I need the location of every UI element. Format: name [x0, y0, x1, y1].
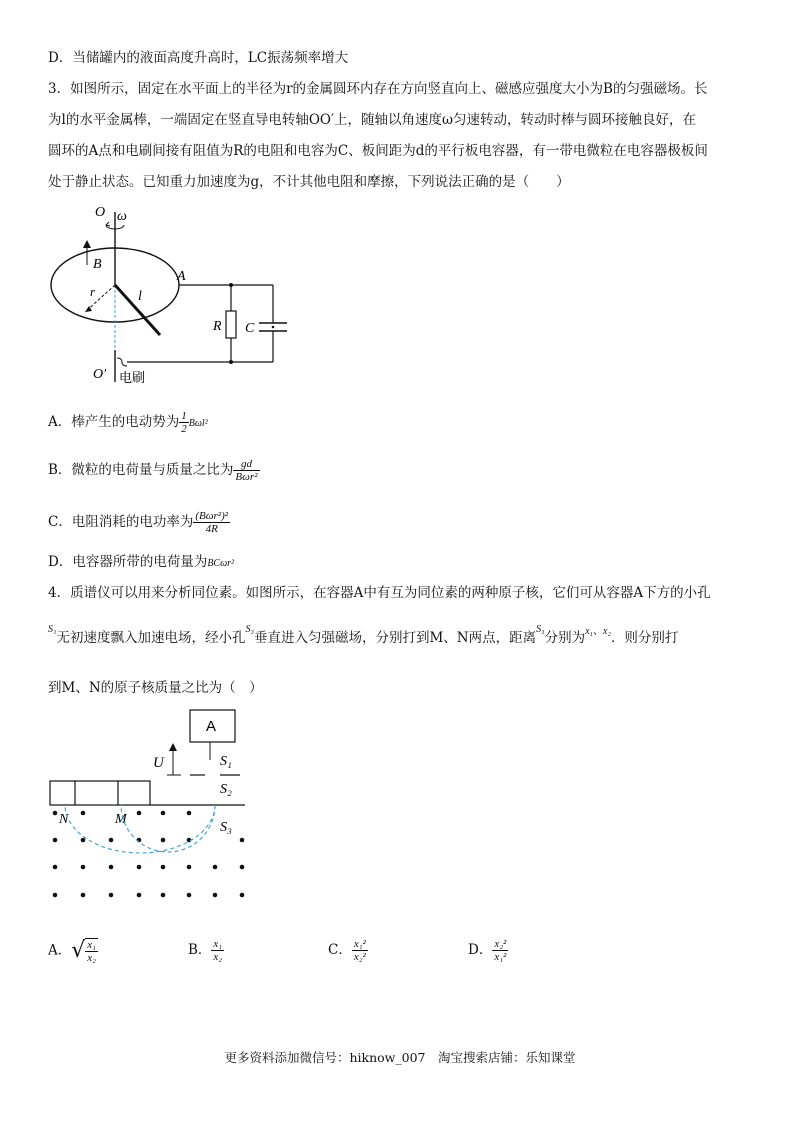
point-n-label: N	[59, 812, 69, 827]
q3-line-3: 圆环的A点和电刷间接有阻值为R的电阻和电容为C、板间距为d的平行板电容器，有一带电微粒在电容器极板间	[48, 143, 708, 159]
voltage-u-label: U	[153, 755, 164, 771]
field-b-label: B	[93, 257, 102, 272]
container-a-label: A	[206, 718, 217, 735]
axis-oprime-label: O′	[93, 367, 107, 382]
q2-option-d: D．当储罐内的液面高度升高时，LC振荡频率增大	[48, 50, 349, 66]
q3-option-d: D．电容器所带的电荷量为BCωr²	[48, 554, 235, 570]
axis-o-label: O	[95, 205, 106, 220]
capacitor-c-label: C	[245, 321, 255, 336]
brush-label: 电刷	[119, 371, 146, 385]
q3-line-1: 3．如图所示，固定在水平面上的半径为r的金属圆环内存在方向竖直向上、磁感应强度大小为B的匀强磁场。长	[48, 81, 708, 97]
resistor-r-label: R	[213, 319, 222, 334]
point-m-label: M	[115, 812, 127, 827]
q3-option-b: B．微粒的电荷量与质量之比为 $\frac{gd}{\text{Bωr²}}$	[48, 458, 258, 483]
q4-line-2: $^{S_1}$无初速度飘入加速电场，经小孔$^{S_3}$垂直进入匀强磁场，分别打到M、N两点，距离$^{S_3}$分别为$^{x_1、x_2}$．则分别打	[48, 624, 679, 646]
q4-line-1: 4．质谱仪可以用来分析同位素。如图所示，在容器A中有互为同位素的两种原子核，它们可从容器A下方的小孔	[48, 585, 711, 601]
q4-option-a: A．√ $\frac{\text{x₁}}{\text{x₂}}$	[48, 938, 96, 964]
q3-line-2: 为l的水平金属棒，一端固定在竖直导电转轴OO′上，随轴以角速度ω匀速转动，转动时棒与圆环接触良好，在	[48, 112, 697, 128]
q4-option-d: D． $\frac{\text{x₂²}}{\text{x₁²}}$	[468, 938, 507, 963]
omega-label: ω	[117, 209, 127, 224]
radius-r-label: r	[90, 284, 96, 299]
q3-rotating-rod-figure	[45, 200, 295, 385]
hole-s1-label: S₁	[220, 754, 232, 769]
q3-line-4: 处于静止状态。已知重力加速度为g，不计其他电阻和摩擦，下列说法正确的是（ ）	[48, 174, 570, 190]
hole-s2-label: S₂	[220, 782, 232, 797]
rod-l-label: l	[138, 289, 142, 304]
point-a-label: A	[177, 269, 186, 284]
q3-option-c: C．电阻消耗的电功率为 $\frac{\text{(Bωr²)²}}{4R}$	[48, 510, 229, 535]
q3-option-a: A．棒产生的电动势为 $\frac{1}{2}$ Bωl²	[48, 410, 208, 435]
hole-s3-label: S₃	[220, 820, 232, 835]
q4-line-3: 到M、N的原子核质量之比为（ ）	[48, 680, 263, 696]
footer-note: 更多资料添加微信号：hiknow_007 淘宝搜索店铺：乐知课堂	[224, 1050, 576, 1065]
q4-mass-spectrometer-figure	[45, 705, 260, 905]
q4-option-b: B． $\frac{\text{x₁}}{\text{x₂}}$	[188, 938, 223, 963]
q4-option-c: C． $\frac{\text{x₁²}}{\text{x₂²}}$	[328, 938, 366, 963]
